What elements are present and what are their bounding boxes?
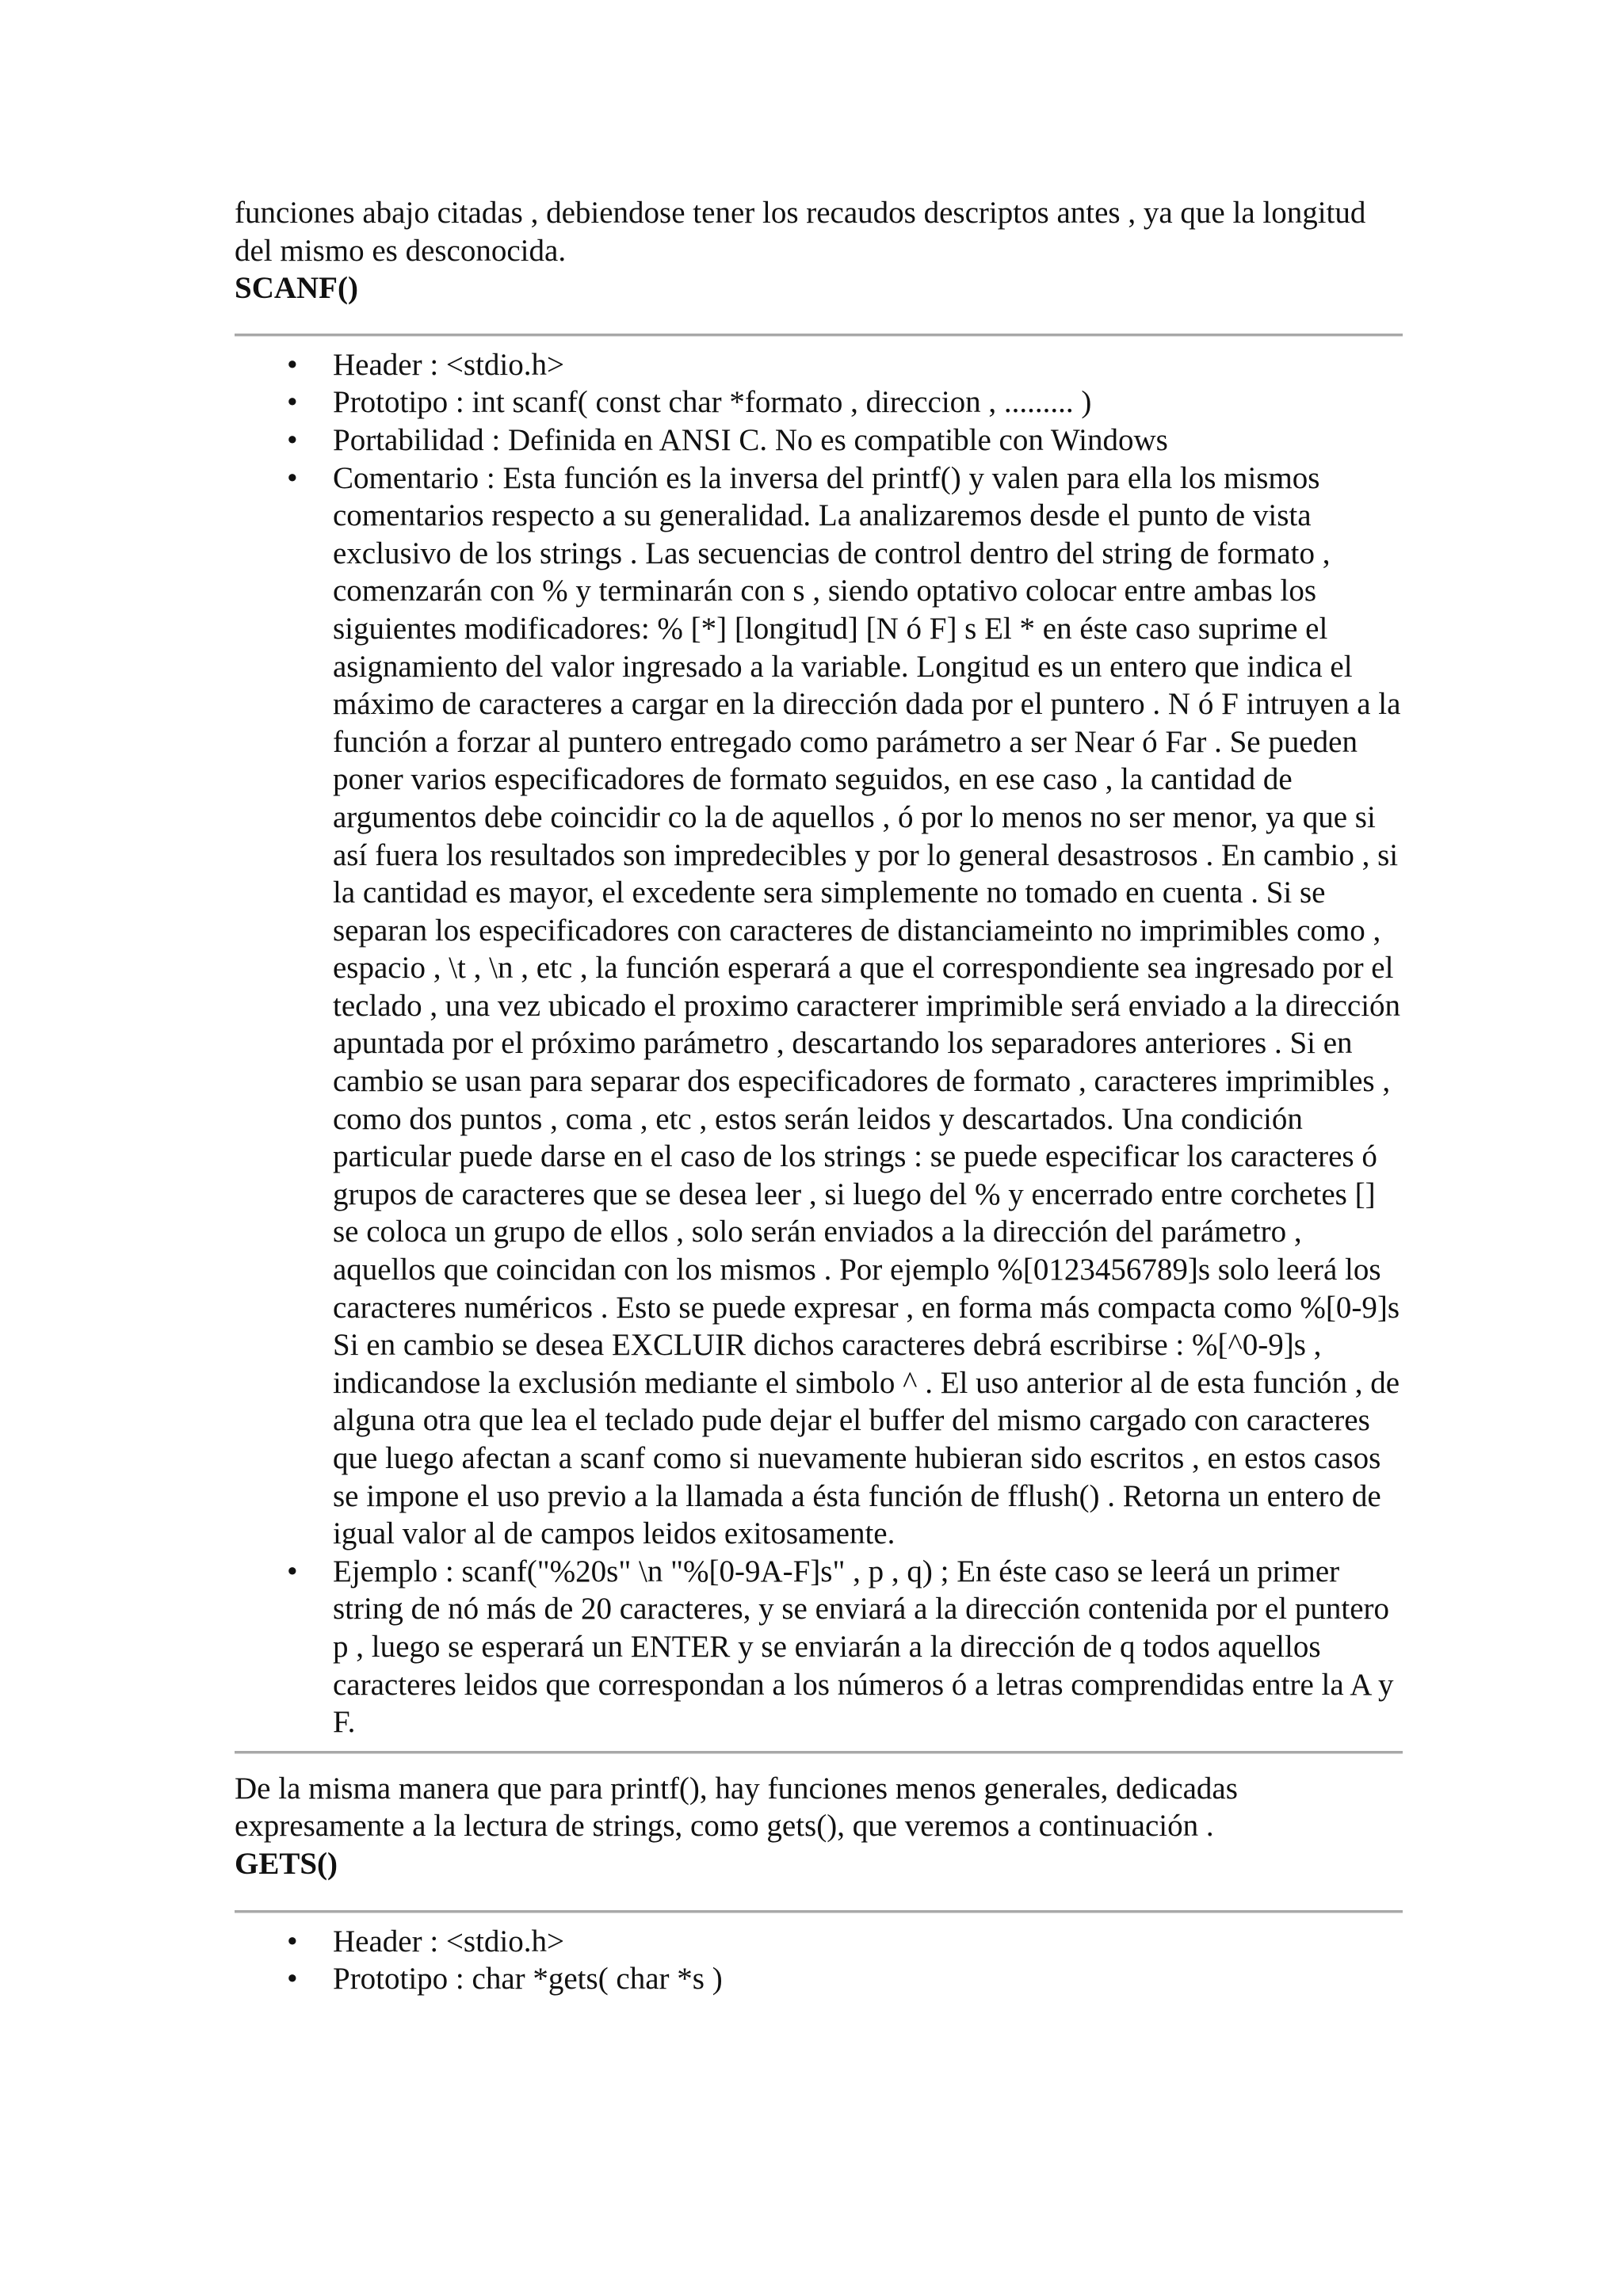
bullet-icon: •: [287, 460, 298, 495]
bullet-icon: •: [287, 1554, 298, 1589]
list-item-header: [235, 346, 1403, 384]
bullet-icon: •: [287, 1924, 298, 1958]
scanf-list: [235, 346, 1403, 1741]
middle-paragraph: De la misma manera que para printf(), hay funciones menos generales, dedicadas expresamente a la lectura de strings, como gets(), que veremos a continuación .: [235, 1771, 1238, 1844]
bullet-icon: •: [287, 385, 298, 420]
list-item-text: Header : <stdio.h>: [333, 1924, 565, 1958]
list-item-header: [235, 1923, 1403, 1961]
list-item-prototype: [235, 1960, 1403, 1998]
separator-rule: [235, 1751, 1403, 1754]
intro-paragraph: funciones abajo citadas , debiendose tener los recaudos descriptos antes , ya que la longitud del mismo es desconocida.: [235, 196, 1366, 268]
list-item-comment: [235, 460, 1403, 1553]
list-item-text: Prototipo : char *gets( char *s ): [333, 1962, 723, 1997]
list-item-text: Prototipo : int scanf( const char *formato , direccion , ......... ): [333, 385, 1092, 420]
bullet-icon: •: [287, 347, 298, 382]
gets-list: [235, 1923, 1403, 1998]
separator-rule: [235, 1910, 1403, 1913]
gets-heading: GETS(): [235, 1846, 338, 1881]
list-item-text: Comentario : Esta función es la inversa del printf() y valen para ella los mismos comentarios respecto a su generalidad. La analizaremos desde el punto de vista exclusivo de los strings . Las secuencias de control dentro del string de formato , comenzarán con % y terminarán con s , siendo optativo colocar entre ambas los siguientes modificadores: % [*] [longitud] [N ó F] s El * en éste caso suprime el asignamiento del valor ingresado a la variable. Longitud es un entero que indica el máximo de caracteres a cargar en la dirección dada por el puntero . N ó F intruyen a la función a forzar al puntero entregado como parámetro a ser Near ó Far . Se pueden poner varios especificadores de formato seguidos, en ese caso , la cantidad de argumentos debe coincidir co la de aquellos , ó por lo menos no ser menor, ya que si así fuera los resultados son impredecibles y por lo general desastrosos . En cambio , si la cantidad es mayor, el excedente sera simplemente no tomado en cuenta . Si se separan los especificadores con caracteres de distanciameinto no imprimibles como , espacio , \t , \n , etc , la función esperará a que el correspondiente sea ingresado por el teclado , una vez ubicado el proximo caracterer imprimible será enviado a la dirección apuntada por el próximo parámetro , descartando los separadores anteriores . Si en cambio se usan para separar dos especificadores de formato , caracteres imprimibles , como dos puntos , coma , etc , estos serán leidos y descartados. Una condición particular puede darse en el caso de los strings : se puede especificar los caracteres ó grupos de caracteres que se desea leer , si luego del % y encerrado entre corchetes [] se coloca un grupo de ellos , solo serán enviados a la dirección del parámetro , aquellos que coincidan con los mismos . Por ejemplo %[0123456789]s solo leerá los caracteres numéricos . Esto se puede expresar , en forma más compacta como %[0-9]s Si en cambio se desea EXCLUIR dichos caracteres debrá escribirse : %[^0-9]s , indicandose la exclusión mediante el simbolo ^ . El uso anterior al de esta función , de alguna otra que lea el teclado pude dejar el buffer del mismo cargado con caracteres que luego afectan a scanf como si nuevamente hubieran sido escritos , en estos casos se impone el uso previo a la llamada a ésta función de fflush() . Retorna un entero de igual valor al de campos leidos exitosamente.: [333, 460, 1401, 1551]
separator-rule: [235, 334, 1403, 337]
bullet-icon: •: [287, 1962, 298, 1997]
list-item-prototype: [235, 383, 1403, 421]
document-page: [235, 194, 1403, 1998]
list-item-text: Header : <stdio.h>: [333, 347, 565, 382]
bullet-icon: •: [287, 422, 298, 457]
list-item-text: Ejemplo : scanf("%20s" \n "%[0-9A-F]s" , p , q) ; En éste caso se leerá un primer string de nó más de 20 caracteres, y se enviará a la dirección contenida por el puntero p , luego se esperará un ENTER y se enviarán a la dirección de q todos aquellos caracteres leidos que correspondan a los números ó a letras comprendidas entre la A y F.: [333, 1554, 1394, 1740]
scanf-heading: SCANF(): [235, 271, 358, 306]
list-item-portability: [235, 421, 1403, 460]
list-item-text: Portabilidad : Definida en ANSI C. No es compatible con Windows: [333, 422, 1168, 457]
list-item-example: [235, 1553, 1403, 1741]
